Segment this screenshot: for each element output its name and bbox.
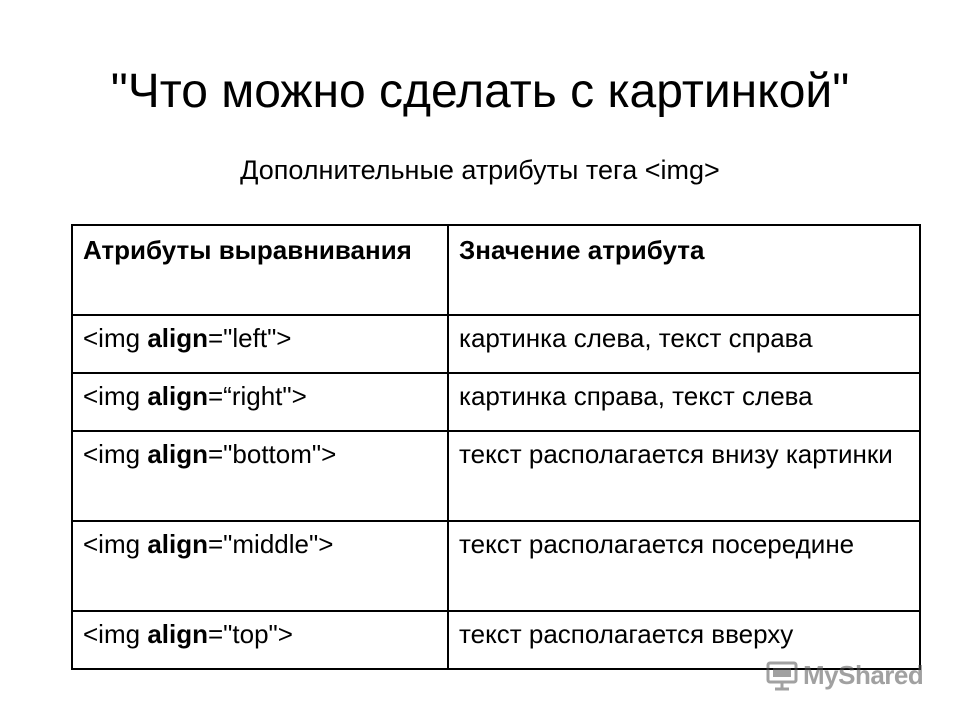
code-prefix: <img — [83, 323, 148, 353]
code-keyword: align — [147, 323, 208, 353]
header-attribute: Атрибуты выравнивания — [72, 225, 448, 315]
header-value: Значение атрибута — [448, 225, 920, 315]
code-suffix: ="left"> — [207, 323, 292, 353]
attributes-table — [71, 224, 921, 670]
code-keyword: align — [147, 439, 208, 469]
code-prefix: <img — [83, 439, 148, 469]
attribute-cell — [72, 521, 448, 611]
value-cell: текст располагается вверху — [448, 611, 920, 669]
watermark-text: MyShared — [803, 659, 924, 690]
table-row — [72, 315, 920, 373]
table-header-row — [72, 225, 920, 315]
code-suffix: ="top"> — [207, 619, 293, 649]
table-row — [72, 521, 920, 611]
table-row — [72, 373, 920, 431]
value-cell: картинка справа, текст слева — [448, 373, 920, 431]
attribute-cell — [72, 431, 448, 521]
attribute-cell — [72, 373, 448, 431]
slide-subtitle: Дополнительные атрибуты тега <img> — [240, 155, 720, 185]
value-cell: текст располагается посередине — [448, 521, 920, 611]
value-cell: картинка слева, текст справа — [448, 315, 920, 373]
code-prefix: <img — [83, 619, 148, 649]
code-keyword: align — [147, 619, 208, 649]
code-suffix: ="middle"> — [207, 529, 334, 559]
code-keyword: align — [147, 381, 208, 411]
slide-title: "Что можно сделать с картинкой" — [110, 65, 850, 118]
code-suffix: ="bottom"> — [207, 439, 337, 469]
code-keyword: align — [147, 529, 208, 559]
code-prefix: <img — [83, 529, 148, 559]
attribute-cell — [72, 315, 448, 373]
attribute-cell — [72, 611, 448, 669]
value-cell: текст располагается внизу картинки — [448, 431, 920, 521]
presentation-board-icon — [765, 658, 799, 692]
myshared-watermark — [765, 655, 923, 695]
code-suffix: =“right"> — [207, 381, 307, 411]
code-prefix: <img — [83, 381, 148, 411]
table-row — [72, 431, 920, 521]
